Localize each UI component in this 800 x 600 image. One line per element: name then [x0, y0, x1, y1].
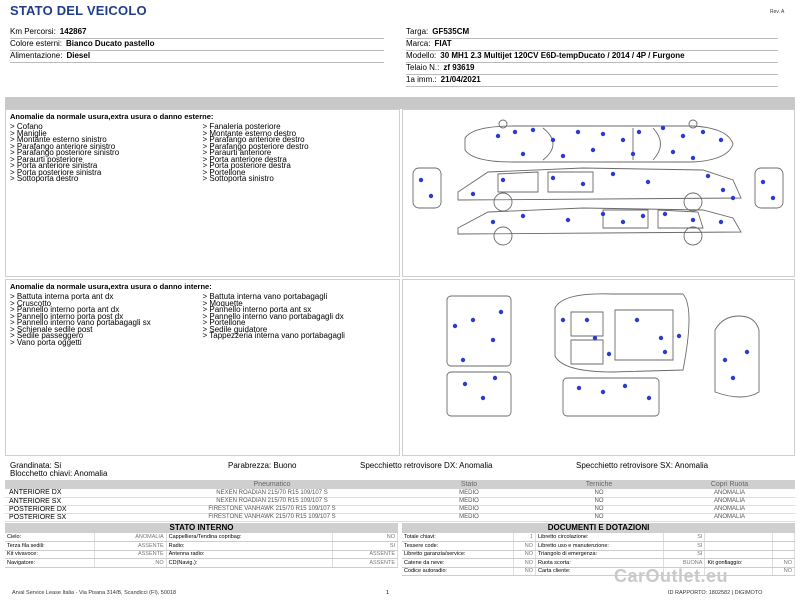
- field-value: [772, 542, 794, 551]
- damage-item: > Sottoporta destro: [10, 174, 79, 183]
- damage-item: > Paraurti posteriore: [10, 154, 83, 164]
- damage-item: > Parafango posteriore sinistro: [10, 148, 120, 157]
- vehicle-info-right: [406, 27, 778, 87]
- info-value: 142867: [59, 27, 87, 36]
- field-value: BUONA: [664, 559, 705, 568]
- info-row: [406, 27, 778, 39]
- damage-marker: [771, 196, 775, 200]
- parabrezza-status: Parabrezza: Buono: [228, 461, 297, 470]
- field-value: ANOMALIA: [95, 533, 166, 542]
- damage-item: > Porta posteriore sinistra: [10, 167, 102, 177]
- tyre-model: FIRESTONE VANHAWK 215/70 R15 109/107 S: [140, 513, 404, 521]
- table-row: [402, 550, 795, 559]
- damage-marker: [731, 196, 735, 200]
- info-value: FIAT: [434, 39, 452, 48]
- field-label: Cielo:: [5, 533, 95, 542]
- field-label: Libretto uso e manutenzione:: [536, 542, 664, 551]
- field-value: NO: [513, 567, 535, 576]
- tyres-table: [5, 480, 795, 522]
- damage-marker: [551, 138, 555, 142]
- damage-marker: [521, 214, 525, 218]
- table-row: [5, 489, 795, 497]
- tyre-copriruota: ANOMALIA: [664, 505, 795, 513]
- damage-item: > Parafango anteriore sinistro: [10, 141, 116, 151]
- info-value: 30 MH1 2.3 Multijet 120CV E6D-tempDucato / 2014 / 4P / Furgone: [440, 51, 685, 60]
- damage-marker: [641, 214, 645, 218]
- table-row: [5, 533, 398, 542]
- damage-marker: [637, 130, 641, 134]
- damage-item: > Parafango anteriore destro: [202, 135, 305, 144]
- damage-marker: [577, 386, 581, 390]
- key-block-row: [10, 470, 107, 478]
- damage-item: > Sedile passeggero: [10, 331, 84, 340]
- tyre-status: MEDIO: [404, 513, 534, 521]
- field-label: Ruota scorta:: [536, 559, 664, 568]
- field-value: SI: [664, 542, 705, 551]
- interior-damage-diagram: [403, 280, 794, 455]
- damage-item: > Sedile guidatore: [202, 324, 268, 334]
- table-row: [5, 550, 398, 559]
- footer-page: 1: [386, 590, 390, 596]
- field-label: Totale chiavi:: [402, 533, 513, 542]
- info-value: GF535CM: [432, 27, 470, 36]
- damage-marker: [561, 154, 565, 158]
- field-value: SI: [664, 533, 705, 542]
- vehicle-info-left: [10, 27, 384, 63]
- damage-item: > Cofano: [10, 122, 43, 131]
- damage-item: > Parafango posteriore destro: [202, 141, 309, 151]
- info-row: [406, 39, 778, 51]
- tyre-status: MEDIO: [404, 505, 534, 513]
- damage-marker: [531, 128, 535, 132]
- field-value: SI: [332, 542, 397, 551]
- field-value: NO: [513, 559, 535, 568]
- damage-marker: [621, 138, 625, 142]
- tyre-copriruota: ANOMALIA: [664, 513, 795, 521]
- internal-diagram-panel: [402, 279, 795, 456]
- tyre-col-terniche: Terniche: [534, 480, 664, 489]
- info-label: Targa:: [406, 27, 429, 36]
- stato-interno-table: [5, 533, 398, 568]
- info-row: [406, 51, 778, 63]
- damage-marker: [701, 130, 705, 134]
- tyre-col-pneumatico: Pneumatico: [140, 480, 404, 489]
- info-label: Colore esterni:: [10, 39, 63, 48]
- damage-item: > Tappezzeria interna vano portabagagli: [202, 331, 345, 340]
- damage-marker: [491, 338, 495, 342]
- damage-marker: [745, 350, 749, 354]
- stato-interno-box: [5, 523, 398, 568]
- field-value: NO: [332, 533, 397, 542]
- info-label: 1a imm.:: [406, 75, 437, 84]
- damage-item: > Portellone: [202, 167, 246, 177]
- page-title: STATO DEL VEICOLO: [10, 3, 147, 18]
- damage-marker: [601, 390, 605, 394]
- damage-marker: [581, 182, 585, 186]
- tyre-terniche: NO: [534, 489, 664, 497]
- field-value: ASSENTE: [95, 550, 166, 559]
- info-label: Km Percorsi:: [10, 27, 56, 36]
- field-value: NO: [772, 567, 794, 576]
- tyre-terniche: NO: [534, 505, 664, 513]
- damage-marker: [646, 180, 650, 184]
- footer-company: Arval Service Lease Italia - Via Pisana 314/B, Scandicci (FI), 50018: [12, 590, 177, 596]
- damage-item: > Montante esterno destro: [202, 128, 297, 138]
- damage-marker: [491, 220, 495, 224]
- damage-marker: [719, 220, 723, 224]
- damage-marker: [691, 156, 695, 160]
- revision-label: Rev. A: [770, 9, 785, 15]
- tyre-model: NEXEN ROADIAN 215/70 R15 109/107 S: [140, 489, 404, 497]
- damage-marker: [576, 130, 580, 134]
- external-damage-col-1: [10, 124, 203, 183]
- damage-item: > Maniglie: [10, 128, 47, 138]
- damage-marker: [513, 130, 517, 134]
- field-label: Terza fila sedili:: [5, 542, 95, 551]
- tyre-position: POSTERIORE DX: [5, 505, 140, 513]
- tyre-copriruota: ANOMALIA: [664, 489, 795, 497]
- section-band: [5, 97, 795, 109]
- blocchetto-status: Blocchetto chiavi: Anomalia: [10, 469, 108, 478]
- tyre-position: ANTERIORE SX: [5, 497, 140, 505]
- info-label: Telaio N.:: [406, 63, 440, 72]
- tyre-copriruota: ANOMALIA: [664, 497, 795, 505]
- damage-marker: [671, 150, 675, 154]
- mirror-sx-status: Specchietto retrovisore SX: Anomalia: [576, 461, 709, 470]
- field-value: NO: [513, 550, 535, 559]
- stato-interno-title: STATO INTERNO: [5, 523, 398, 533]
- internal-damage-title: Anomalie da normale usura,extra usura o danno interne:: [10, 282, 212, 291]
- damage-marker: [681, 134, 685, 138]
- damage-marker: [419, 178, 423, 182]
- damage-marker: [623, 384, 627, 388]
- damage-marker: [499, 310, 503, 314]
- damage-marker: [453, 324, 457, 328]
- field-value: SI: [664, 550, 705, 559]
- exterior-damage-diagram: [403, 110, 794, 276]
- damage-marker: [719, 138, 723, 142]
- field-label: Tessere code:: [402, 542, 513, 551]
- damage-marker: [493, 376, 497, 380]
- damage-item: > Pannello interno porta ant sx: [202, 305, 312, 314]
- table-row: [402, 542, 795, 551]
- internal-damage-panel: [5, 279, 400, 456]
- field-label: CD(Navig.):: [166, 559, 332, 568]
- tyre-col-copriruota: Copri Ruota: [664, 480, 795, 489]
- table-row: [402, 533, 795, 542]
- info-row: [10, 27, 384, 39]
- damage-item: > Vano porta oggetti: [10, 337, 82, 347]
- field-label: [705, 533, 772, 542]
- damage-marker: [463, 382, 467, 386]
- field-label: Cappelliera/Tendina copribag:: [166, 533, 332, 542]
- tyre-status: MEDIO: [404, 489, 534, 497]
- damage-item: > Fanaleria posteriore: [202, 122, 281, 131]
- damage-marker: [723, 358, 727, 362]
- field-label: Triangolo di emergenza:: [536, 550, 664, 559]
- damage-marker: [585, 318, 589, 322]
- damage-marker: [521, 152, 525, 156]
- damage-marker: [591, 148, 595, 152]
- damage-item: > Porta anteriore sinistra: [10, 161, 98, 170]
- field-value: ASSENTE: [332, 550, 397, 559]
- damage-marker: [471, 192, 475, 196]
- damage-marker: [593, 336, 597, 340]
- damage-item: > Porta posteriore destra: [202, 161, 291, 170]
- damage-marker: [663, 350, 667, 354]
- condition-row: [10, 462, 708, 470]
- info-row: [10, 51, 384, 63]
- damage-marker: [607, 352, 611, 356]
- damage-item: > Portellone: [202, 318, 246, 327]
- table-row: [5, 559, 398, 568]
- damage-marker: [561, 318, 565, 322]
- damage-item: > Moquette: [202, 298, 243, 308]
- damage-marker: [461, 358, 465, 362]
- tyre-terniche: NO: [534, 513, 664, 521]
- info-value: Bianco Ducato pastello: [66, 39, 155, 48]
- table-row: [402, 559, 795, 568]
- info-row: [10, 39, 384, 51]
- damage-marker: [471, 318, 475, 322]
- tyre-position: POSTERIORE SX: [5, 513, 140, 521]
- damage-marker: [566, 218, 570, 222]
- field-value: [772, 550, 794, 559]
- field-label: Libretto circolazione:: [536, 533, 664, 542]
- external-damage-panel: [5, 109, 400, 277]
- watermark: CarOutlet.eu: [614, 566, 729, 586]
- damage-marker: [731, 376, 735, 380]
- damage-marker: [677, 334, 681, 338]
- damage-item: > Pannello interno vano portabagagli dx: [202, 311, 344, 321]
- info-row: [406, 75, 778, 87]
- info-row: [406, 63, 778, 75]
- damage-marker: [706, 174, 710, 178]
- tyre-position: ANTERIORE DX: [5, 489, 140, 497]
- tyre-terniche: NO: [534, 497, 664, 505]
- info-value: 21/04/2021: [440, 75, 481, 84]
- field-label: Codice autoradio:: [402, 567, 513, 576]
- info-value: zf 93619: [443, 63, 475, 72]
- field-value: ASSENTE: [95, 542, 166, 551]
- tyre-col-stato: Stato: [404, 480, 534, 489]
- internal-damage-col-2: [203, 294, 396, 346]
- damage-marker: [621, 220, 625, 224]
- damage-marker: [659, 336, 663, 340]
- damage-marker: [663, 212, 667, 216]
- field-label: Radio:: [166, 542, 332, 551]
- field-value: ASSENTE: [332, 559, 397, 568]
- tyre-status: MEDIO: [404, 497, 534, 505]
- field-label: [705, 542, 772, 551]
- damage-item: > Pannello interno porta ant dx: [10, 305, 120, 314]
- damage-item: > Sottoporta sinistro: [202, 174, 274, 183]
- field-label: Catene da neve:: [402, 559, 513, 568]
- table-row: [5, 497, 795, 505]
- info-label: Modello:: [406, 51, 437, 60]
- damage-marker: [501, 178, 505, 182]
- damage-marker: [601, 132, 605, 136]
- damage-marker: [429, 194, 433, 198]
- field-value: NO: [513, 542, 535, 551]
- field-value: NO: [95, 559, 166, 568]
- table-row: [5, 542, 398, 551]
- tyre-model: FIRESTONE VANHAWK 215/70 R15 109/107 S: [140, 505, 404, 513]
- damage-item: > Pannello interno porta post dx: [10, 311, 124, 321]
- damage-marker: [631, 152, 635, 156]
- damage-marker: [551, 176, 555, 180]
- external-damage-title: Anomalie da normale usura,extra usura o danno esterne:: [10, 112, 214, 121]
- field-label: Carta cliente:: [536, 567, 664, 576]
- table-row: [5, 505, 795, 513]
- mirror-dx-status: Specchietto retrovisore DX: Anomalia: [360, 461, 493, 470]
- internal-damage-col-1: [10, 294, 203, 346]
- damage-marker: [601, 212, 605, 216]
- damage-marker: [761, 180, 765, 184]
- field-value: [772, 533, 794, 542]
- tyre-model: NEXEN ROADIAN 215/70 R15 109/107 S: [140, 497, 404, 505]
- info-label: Alimentazione:: [10, 51, 63, 60]
- damage-item: > Battuta interna vano portabagagli: [202, 292, 328, 301]
- damage-item: > Schienale sedile post: [10, 324, 93, 334]
- field-label: Kit vivavoce:: [5, 550, 95, 559]
- damage-marker: [691, 218, 695, 222]
- damage-marker: [647, 396, 651, 400]
- info-value: Diesel: [66, 51, 91, 60]
- field-label: Antenna radio:: [166, 550, 332, 559]
- damage-item: > Battuta interna porta ant dx: [10, 292, 114, 301]
- damage-marker: [661, 126, 665, 130]
- field-label: Kit gonfiaggio:: [705, 559, 772, 568]
- external-diagram-panel: [402, 109, 795, 277]
- damage-item: > Pannello interno vano portabagagli sx: [10, 318, 151, 327]
- documenti-box: [402, 523, 795, 576]
- table-row: [402, 567, 795, 576]
- documenti-table: [402, 533, 795, 576]
- damage-item: > Paraurti anteriore: [202, 148, 272, 157]
- info-label: Marca:: [406, 39, 431, 48]
- damage-item: > Cruscotto: [10, 298, 52, 308]
- damage-marker: [481, 396, 485, 400]
- field-value: 1: [513, 533, 535, 542]
- damage-marker: [635, 318, 639, 322]
- documenti-title: DOCUMENTI E DOTAZIONI: [402, 523, 795, 533]
- grandinata-status: Grandinata: Si: [10, 461, 62, 470]
- damage-item: > Montante esterno sinistro: [10, 135, 107, 144]
- damage-marker: [611, 172, 615, 176]
- field-value: NO: [772, 559, 794, 568]
- external-damage-col-2: [203, 124, 396, 183]
- damage-marker: [721, 188, 725, 192]
- footer-report-id: ID RAPPORTO: 1802582 | DIGIMOTO: [668, 590, 763, 596]
- damage-item: > Porta anteriore destra: [202, 154, 287, 164]
- field-label: [705, 550, 772, 559]
- field-label: Libretto garanzia/service:: [402, 550, 513, 559]
- field-label: Navigatore:: [5, 559, 95, 568]
- table-row: [5, 513, 795, 521]
- damage-marker: [496, 134, 500, 138]
- tyre-col-position: [5, 480, 140, 489]
